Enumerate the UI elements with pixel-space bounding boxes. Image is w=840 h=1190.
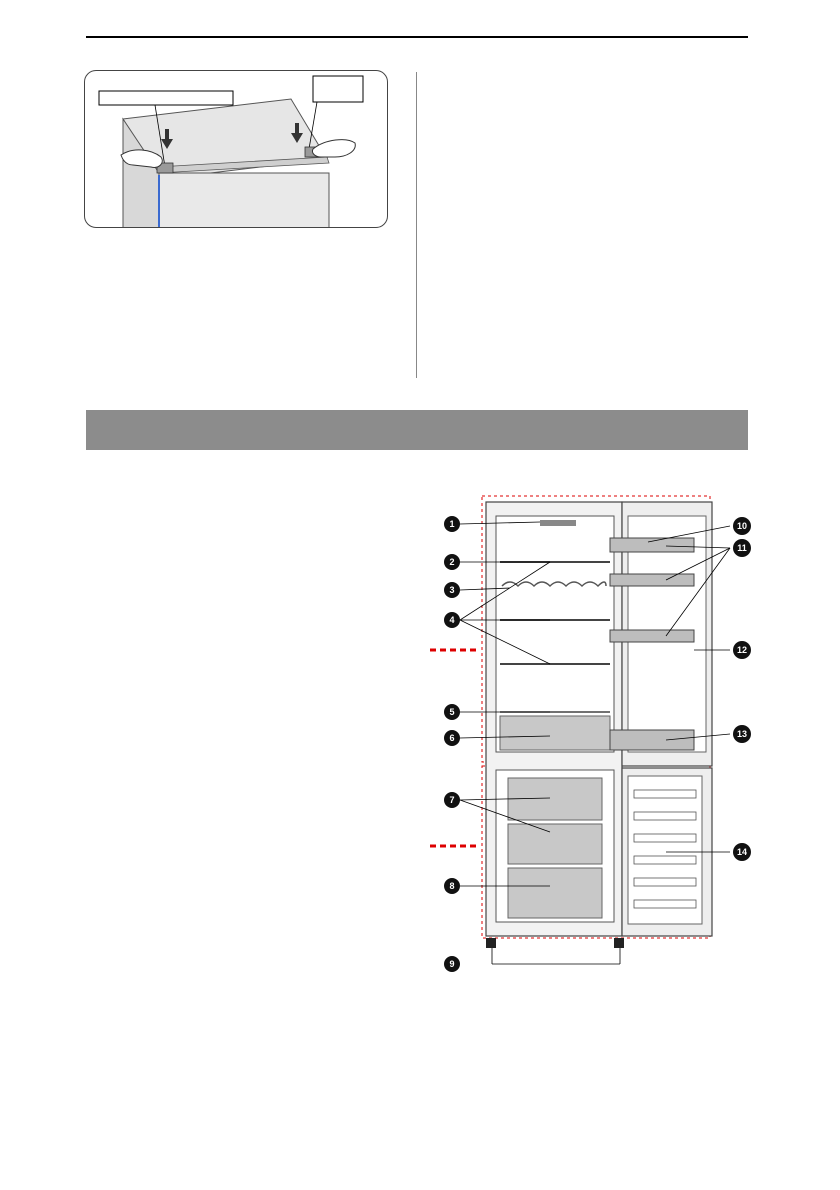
badge-5: 5 [449,707,455,717]
badge-10: 10 [736,521,748,531]
fridge-front [159,173,329,227]
fridge-parts-diagram [420,490,770,990]
numbered-badge [444,730,460,746]
badge-8: 8 [449,881,455,891]
numbered-badge [444,792,460,808]
freezer-drawer-bottom [508,868,602,918]
numbered-badge [444,554,460,570]
badge-3: 3 [449,585,455,595]
left-label-box [99,91,233,105]
badge-2: 2 [449,557,455,567]
numbered-badge [444,956,460,972]
door-bin [610,574,694,586]
adjustable-foot [614,938,624,948]
numbered-badge [733,843,751,861]
hand-icon [312,140,355,157]
light-unit [540,520,576,526]
freezer-drawer [508,824,602,864]
door-bin-bottle [610,730,694,750]
door-bin-small [610,538,694,552]
numbered-badge [444,878,460,894]
numbered-badge [733,725,751,743]
numbered-badge [444,516,460,532]
numbered-badge [733,517,751,535]
badge-13: 13 [736,729,748,739]
door-bin [610,630,694,642]
crisper-drawer [500,716,610,750]
badge-9: 9 [449,959,455,969]
numbered-badge [444,612,460,628]
numbered-badge [733,641,751,659]
adjustable-foot [486,938,496,948]
section-header-bar [86,410,748,450]
numbered-badge [444,582,460,598]
column-divider [416,72,417,378]
badge-12: 12 [736,645,748,655]
badge-14: 14 [736,847,748,857]
numbered-badge [733,539,751,557]
right-label-box [313,76,363,102]
badge-7: 7 [449,795,455,805]
numbered-badge [444,704,460,720]
installation-illustration [84,70,388,228]
header-rule [86,36,748,38]
badge-1: 1 [449,519,455,529]
badge-4: 4 [449,615,455,625]
badge-6: 6 [449,733,455,743]
badge-11: 11 [737,543,747,553]
installation-drawing [85,71,387,227]
